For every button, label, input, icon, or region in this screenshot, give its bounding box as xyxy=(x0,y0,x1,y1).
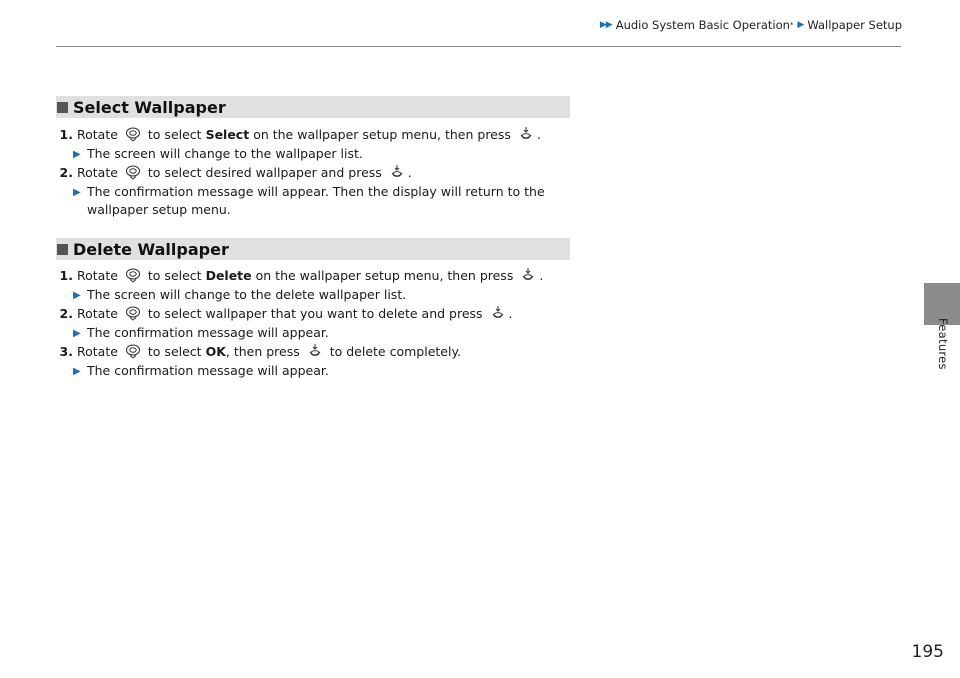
result-arrow-icon: ▶ xyxy=(73,186,81,198)
breadcrumb-parent: Audio System Basic Operation xyxy=(615,18,790,32)
step-result: ▶ The screen will change to the wallpaper list. xyxy=(56,145,576,165)
breadcrumb xyxy=(600,18,902,32)
step-text: Rotate to select wallpaper that you want to delete and press . xyxy=(77,306,513,321)
square-bullet-icon xyxy=(57,244,68,255)
press-knob-icon xyxy=(518,126,534,142)
triangle-icon: ▶ xyxy=(797,20,804,30)
step-number: 2. xyxy=(59,165,73,180)
delete-steps xyxy=(56,267,576,381)
select-steps xyxy=(56,126,576,220)
result-arrow-icon: ▶ xyxy=(73,148,81,160)
result-arrow-icon: ▶ xyxy=(73,365,81,377)
step-result: ▶ The confirmation message will appear. Then the display will return to the wallpaper setup menu. xyxy=(56,183,576,220)
breadcrumb-current: Wallpaper Setup xyxy=(807,18,902,32)
step-item xyxy=(56,343,576,362)
step-text: Rotate to select OK, then press to delete completely. xyxy=(77,344,462,359)
press-knob-icon xyxy=(389,164,405,180)
step-item xyxy=(56,126,576,145)
menu-option-delete: Delete xyxy=(205,268,252,283)
result-arrow-icon: ▶ xyxy=(73,289,81,301)
rotate-knob-icon xyxy=(125,164,141,180)
press-knob-icon xyxy=(307,343,323,359)
double-triangle-icon: ▶▶ xyxy=(599,20,612,30)
menu-option-ok: OK xyxy=(205,344,226,359)
section-header-delete-wallpaper xyxy=(56,238,570,260)
section-header-select-wallpaper xyxy=(56,96,570,118)
rotate-knob-icon xyxy=(125,343,141,359)
header-rule xyxy=(56,46,901,47)
footnote-asterisk: * xyxy=(789,21,794,29)
square-bullet-icon xyxy=(57,102,68,113)
step-result: ▶ The screen will change to the delete wallpaper list. xyxy=(56,286,576,306)
step-result: ▶ The confirmation message will appear. xyxy=(56,324,576,344)
rotate-knob-icon xyxy=(125,305,141,321)
section-title: Delete Wallpaper xyxy=(73,239,229,259)
step-item xyxy=(56,267,576,286)
step-result: ▶ The confirmation message will appear. xyxy=(56,362,576,382)
chapter-tab-label: Features xyxy=(936,318,950,370)
menu-option-select: Select xyxy=(205,127,250,142)
step-item xyxy=(56,305,576,324)
step-text: Rotate to select desired wallpaper and press . xyxy=(77,165,412,180)
step-number: 2. xyxy=(59,306,73,321)
result-arrow-icon: ▶ xyxy=(73,327,81,339)
section-title: Select Wallpaper xyxy=(73,97,226,117)
press-knob-icon xyxy=(520,267,536,283)
page-number: 195 xyxy=(911,642,944,662)
step-number: 1. xyxy=(59,127,73,142)
step-number: 1. xyxy=(59,268,73,283)
step-text: Rotate to select Delete on the wallpaper setup menu, then press . xyxy=(77,268,544,283)
step-item xyxy=(56,164,576,183)
step-text: Rotate to select Select on the wallpaper setup menu, then press . xyxy=(77,127,541,142)
rotate-knob-icon xyxy=(125,267,141,283)
press-knob-icon xyxy=(490,305,506,321)
step-number: 3. xyxy=(59,344,73,359)
rotate-knob-icon xyxy=(125,126,141,142)
